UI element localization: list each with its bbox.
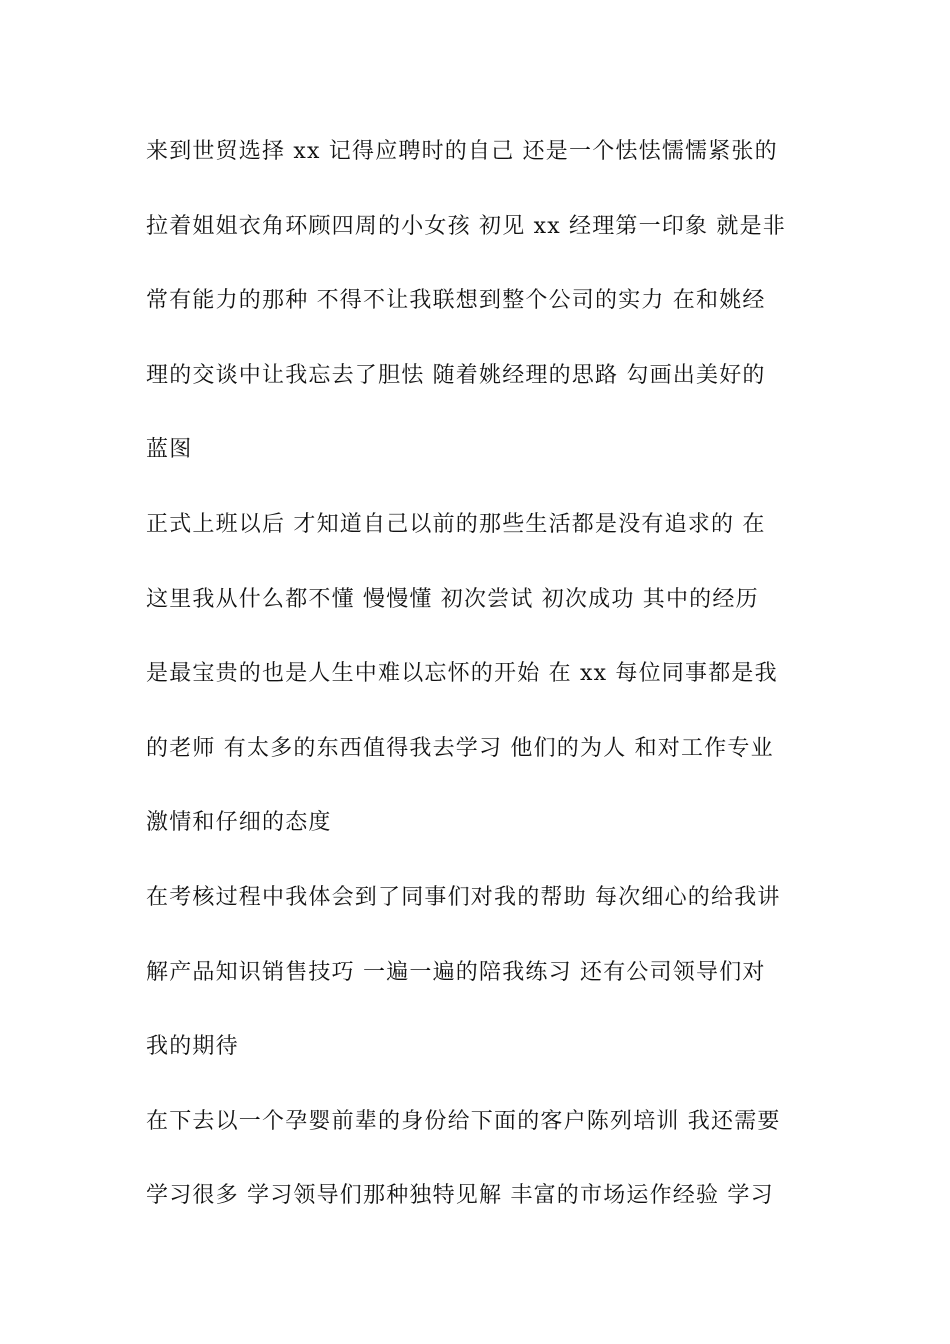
text-line: 这里我从什么都不懂 慢慢懂 初次尝试 初次成功 其中的经历: [146, 586, 759, 612]
text-line: 是最宝贵的也是人生中难以忘怀的开始 在 xx 每位同事都是我: [146, 661, 778, 687]
text-line: 来到世贸选择 xx 记得应聘时的自己 还是一个怯怯懦懦紧张的: [146, 139, 778, 164]
text-line: 拉着姐姐衣角环顾四周的小女孩 初见 xx 经理第一印象 就是非: [146, 213, 786, 239]
text-line: 解产品知识销售技巧 一遍一遍的陪我练习 还有公司领导们对: [146, 959, 766, 985]
text-line: 常有能力的那种 不得不让我联想到整个公司的实力 在和姚经: [146, 288, 766, 314]
text-line: 的老师 有太多的东西值得我去学习 他们的为人 和对工作专业: [146, 735, 774, 761]
text-line: 蓝图: [146, 437, 193, 463]
text-line: 正式上班以后 才知道自己以前的那些生活都是没有追求的 在: [146, 511, 766, 537]
text-line: 在下去以一个孕婴前辈的身份给下面的客户陈列培训 我还需要: [146, 1108, 781, 1134]
text-line: 理的交谈中让我忘去了胆怯 随着姚经理的思路 勾画出美好的: [146, 362, 766, 388]
document-body: [146, 132, 806, 1251]
text-line: 激情和仔细的态度: [146, 810, 332, 836]
text-line: 在考核过程中我体会到了同事们对我的帮助 每次细心的给我讲: [146, 884, 781, 910]
text-line: 学习很多 学习领导们那种独特见解 丰富的市场运作经验 学习: [146, 1183, 774, 1209]
text-line: 我的期待: [146, 1034, 239, 1060]
